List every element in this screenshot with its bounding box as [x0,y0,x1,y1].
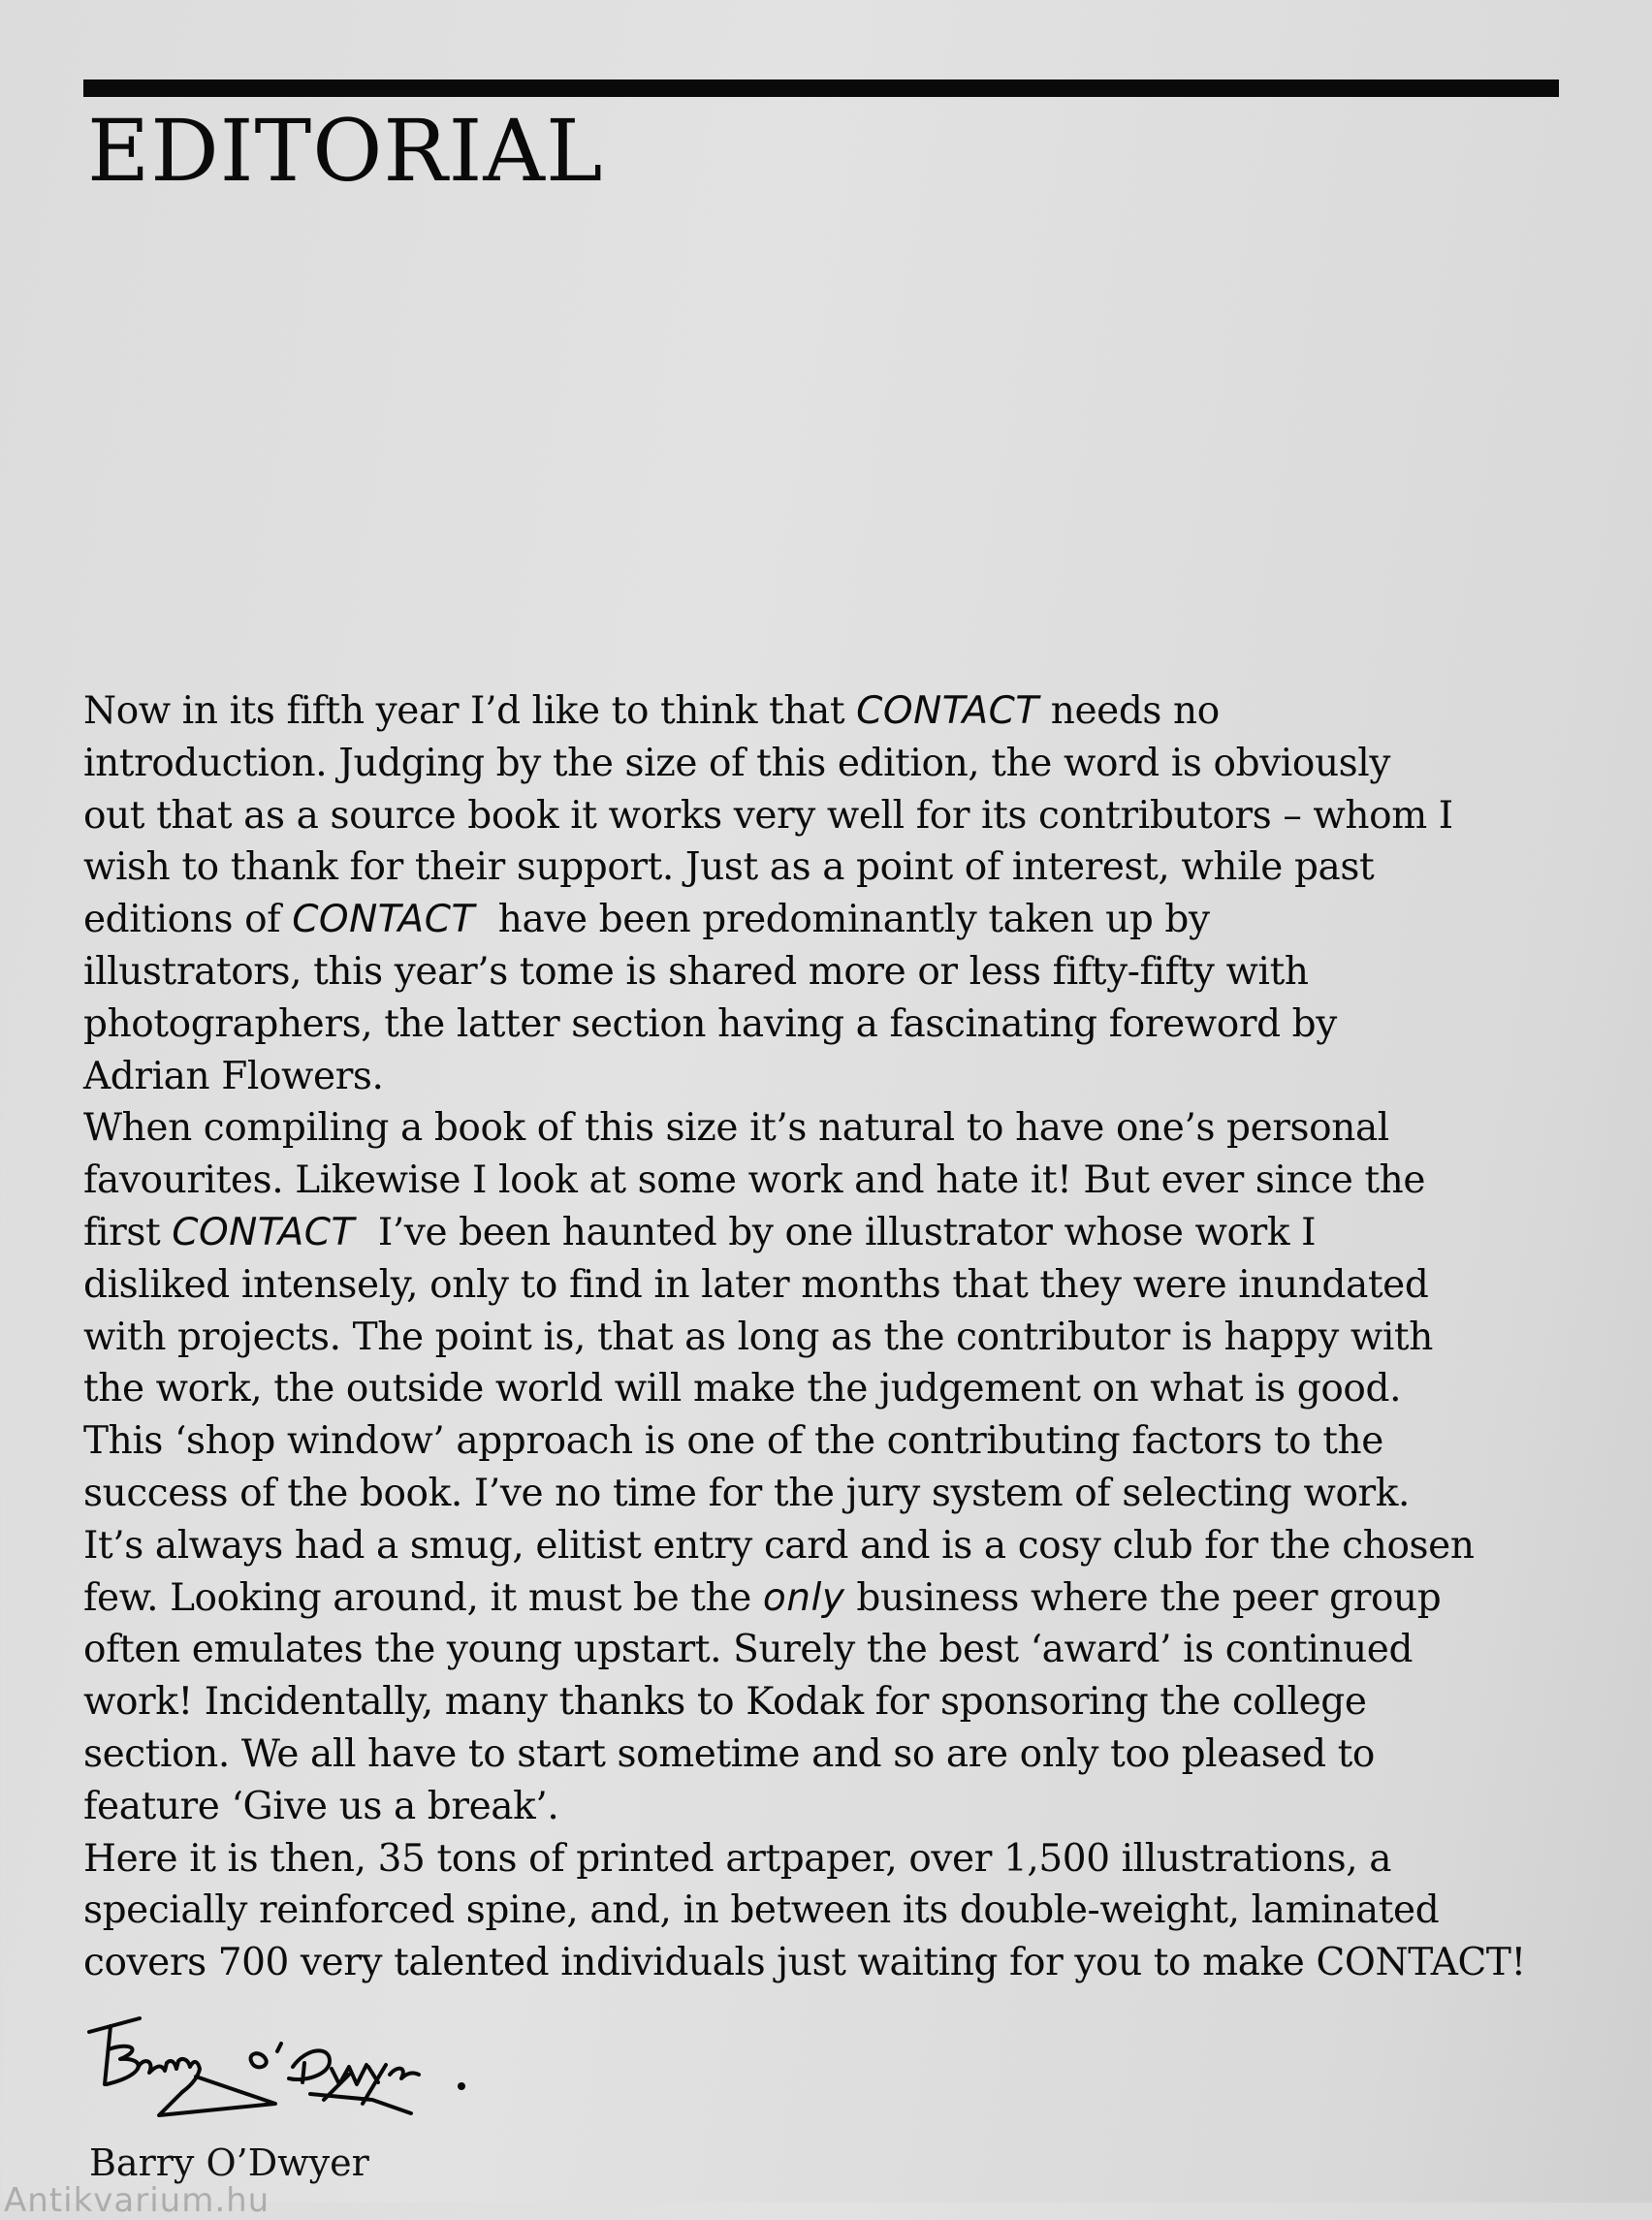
body-line: the work, the outside world will make the judgement on what is good. [83,1367,1402,1411]
body-line: first CONTACT I’ve been haunted by one illustrator whose work I [83,1210,1317,1254]
body-line: disliked intensely, only to find in later months that they were inundated [83,1262,1429,1307]
body-line: editions of CONTACT have been predominantly taken up by [83,898,1210,942]
body-line: wish to thank for their support. Just as a point of interest, while past [83,845,1375,890]
body-line: illustrators, this year’s tome is shared more or less fifty-fifty with [83,949,1309,994]
body-line: covers 700 very talented individuals just waiting for you to make CONTACT! [83,1941,1526,1985]
body-line: with projects. The point is, that as long as the contributor is happy with [83,1315,1433,1359]
watermark: Antikvarium.hu [4,2181,270,2220]
body-line: Here it is then, 35 tons of printed artpaper, over 1,500 illustrations, a [83,1836,1392,1881]
contact-title: CONTACT [292,898,475,942]
body-line: section. We all have to start sometime and so are only too pleased to [83,1731,1375,1776]
body-line: favourites. Likewise I look at some work and hate it! But ever since the [83,1158,1426,1203]
body-line: This ‘shop window’ approach is one of the contributing factors to the [83,1419,1383,1464]
body-line: When compiling a book of this size it’s natural to have one’s personal [83,1106,1389,1151]
body-line: It’s always had a smug, elitist entry card and is a cosy club for the chosen [83,1523,1475,1568]
emphasis-only: only [762,1575,845,1620]
top-rule [83,79,1559,97]
body-line: out that as a source book it works very well for its contributors – whom I [83,793,1453,838]
body-line: Adrian Flowers. [83,1054,384,1098]
body-line: few. Looking around, it must be the only business where the peer group [83,1575,1442,1620]
contact-title: CONTACT [856,689,1039,733]
contact-title: CONTACT [172,1210,355,1254]
body-line: often emulates the young upstart. Surely the best ‘award’ is continued [83,1628,1414,1672]
body-line: introduction. Judging by the size of this edition, the word is obviously [83,741,1390,785]
page-title: EDITORIAL [87,101,604,201]
body-line: Now in its fifth year I’d like to think that CONTACT needs no [83,689,1220,733]
editorial-body [83,685,1635,1989]
body-line: work! Incidentally, many thanks to Kodak for sponsoring the college [83,1680,1367,1725]
body-line: feature ‘Give us a break’. [83,1784,559,1828]
body-line: success of the book. I’ve no time for the jury system of selecting work. [83,1471,1411,1515]
body-line: specially reinforced spine, and, in between its double-weight, laminated [83,1888,1440,1933]
signature-image [81,2007,527,2123]
author-name: Barry O’Dwyer [89,2141,369,2184]
body-line: photographers, the latter section having a fascinating foreword by [83,1001,1337,1046]
